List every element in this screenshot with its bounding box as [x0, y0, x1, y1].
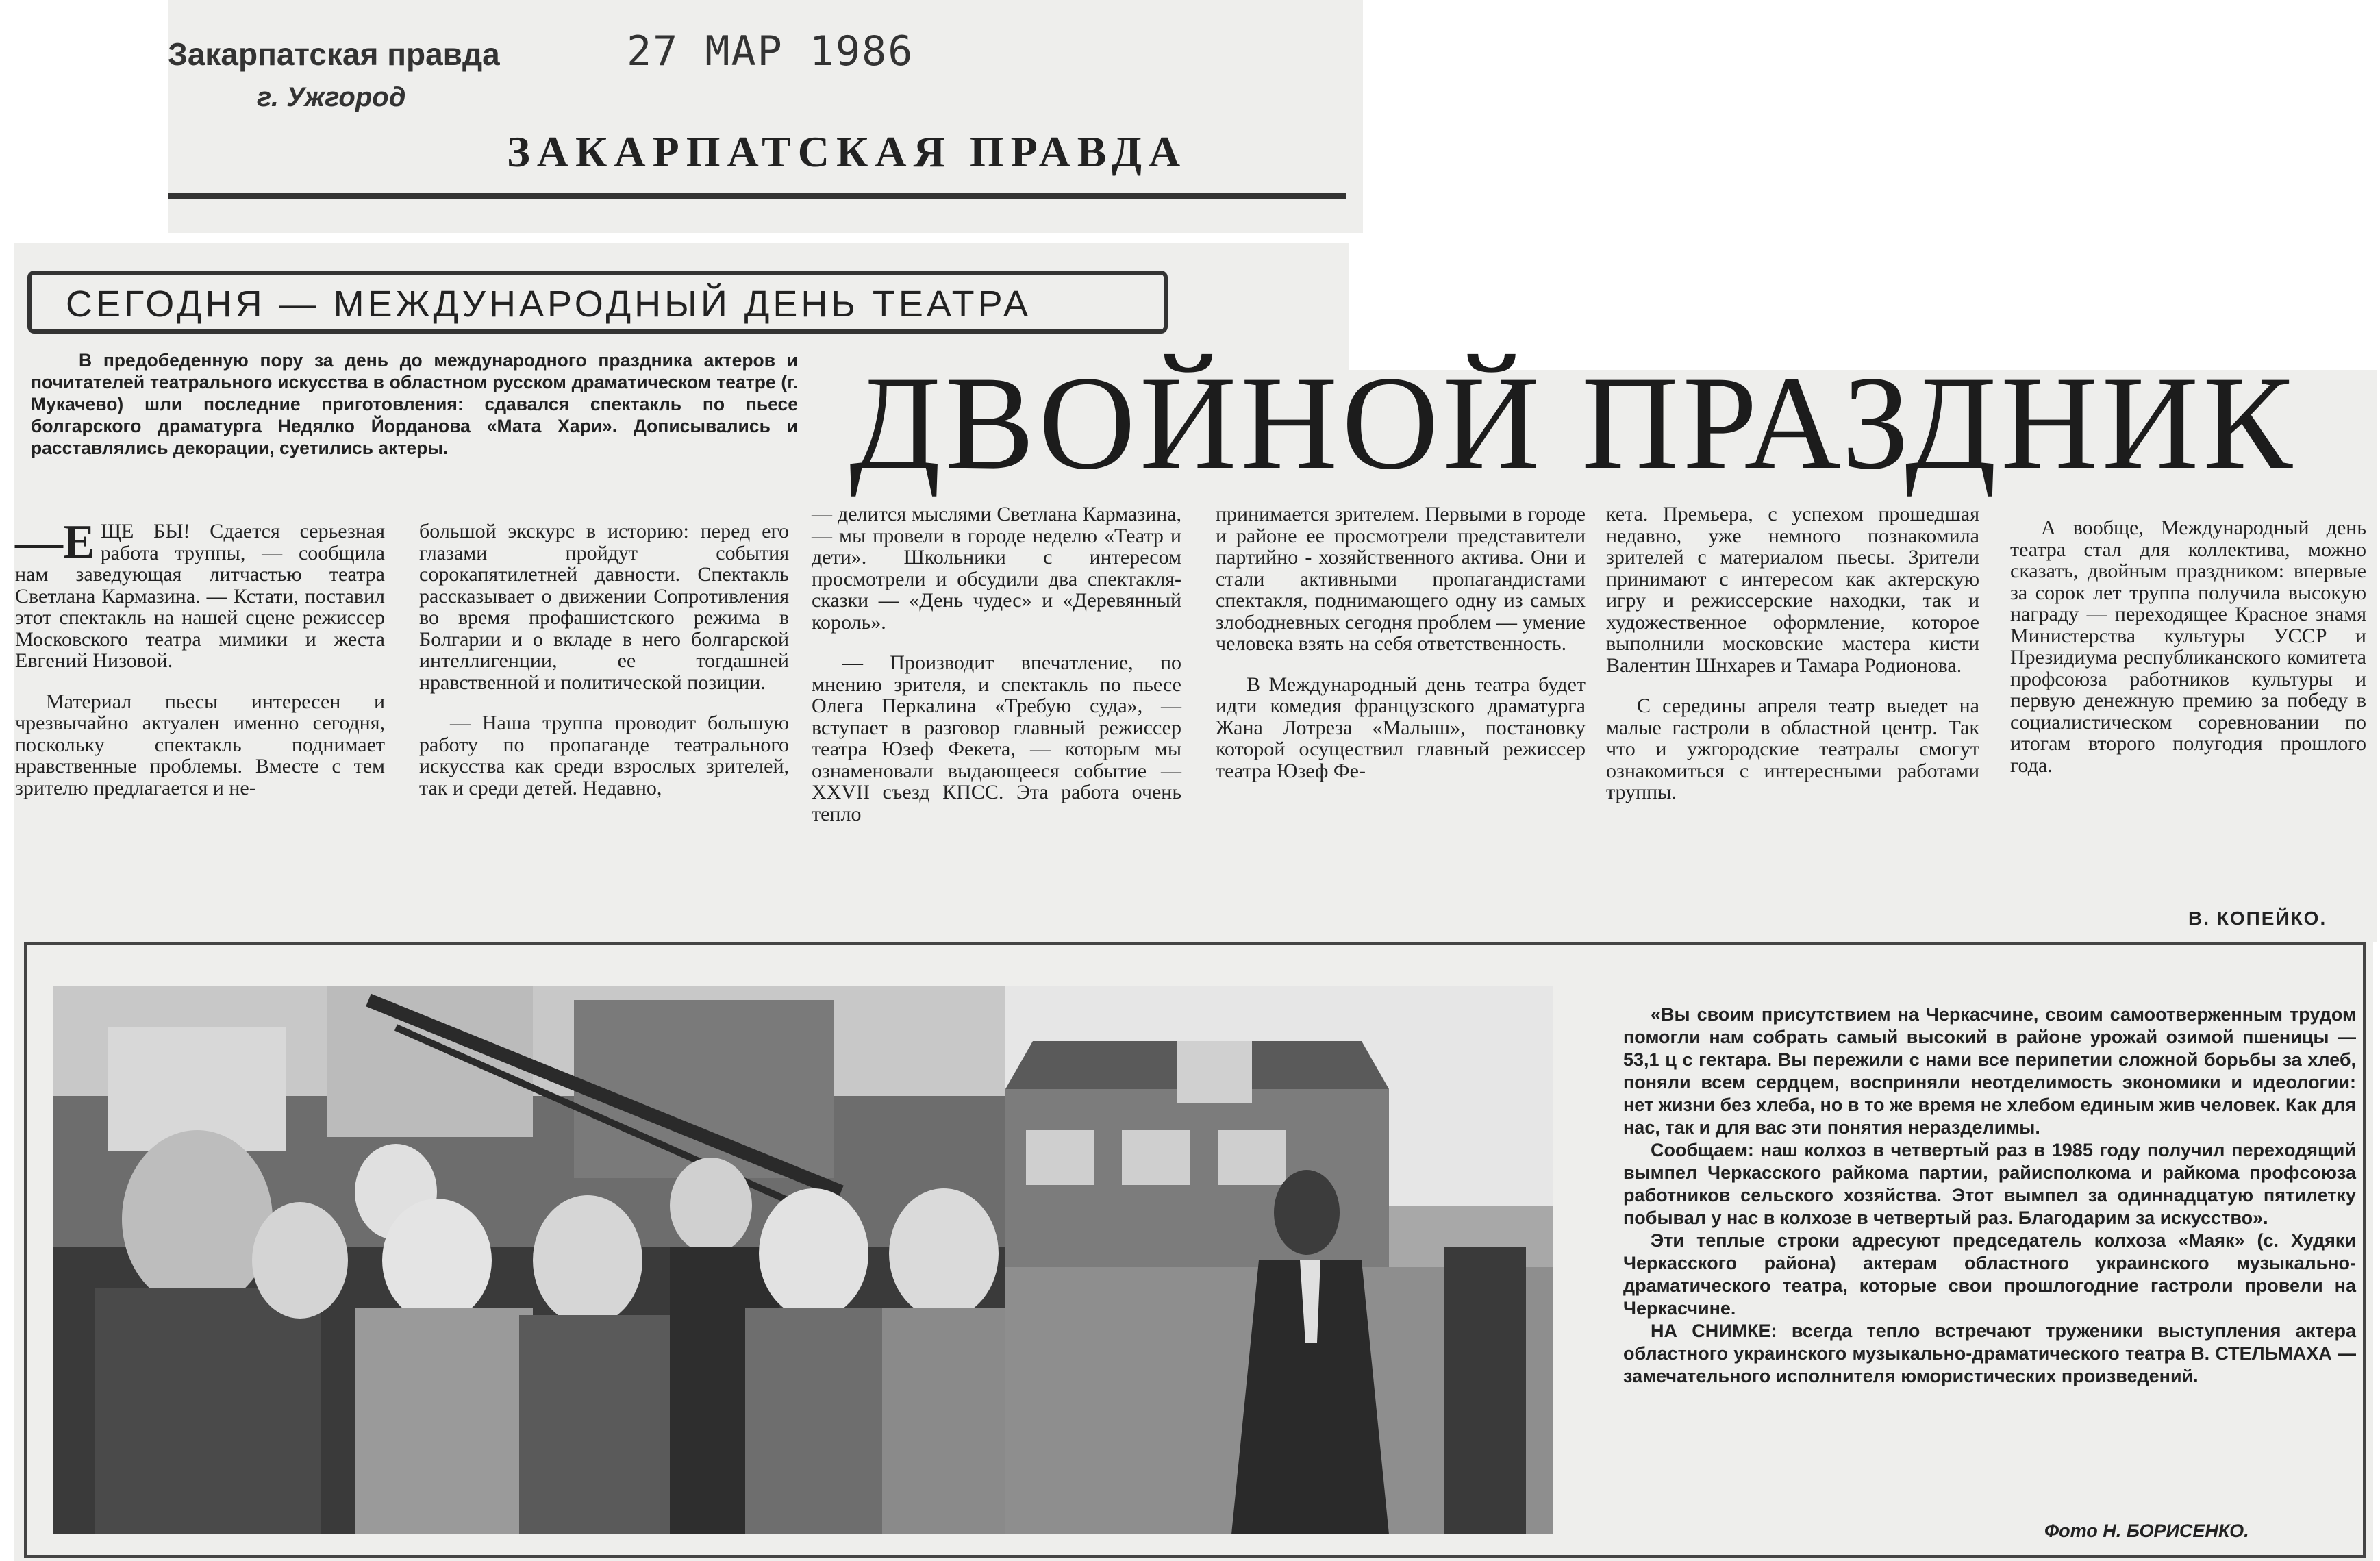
column-1-paragraph-2: Материал пьесы интересен и чрезвычайно актуален именно сегодня, поскольку спектакль поднимает нравственные проблемы. Вместе с тем зрителю предлагается и не-	[15, 690, 385, 799]
column-4-paragraph-1: принимается зрителем. Первыми в городе и районе ее просмотрели представители партийно - хозяйственного актива. Они и стали активными пропагандистами спектакля, поднимающего одну из самых злободневных сегодня проблем — умение человека взять на себя ответственность.	[1216, 503, 1586, 655]
column-2-paragraph-2: — Наша труппа проводит большую работу по пропаганде театрального искусства как среди взрослых зрителей, так и среди детей. Недавно,	[419, 712, 789, 799]
drop-cap: —Е	[15, 516, 95, 569]
column-3-paragraph-2: — Производит впечатление, по мнению зрителя, и спектакль по пьесе Олега Перкалина «Требую суда», — вступает в разговор главный режиссер театра Юзеф Фекета, — которым мы ознаменовали выдающееся событие — XXVII съезд КПСС. Эта работа очень тепло	[812, 651, 1181, 825]
column-6-paragraph-1: А вообще, Международный день театра стал для коллектива, можно сказать, двойным праздником: впервые за сорок лет труппа получила высокую награду — переходящее Красное знамя Министерства культуры УССР и Президиума республиканского комитета профсоюза работников культуры и первую денежную премию за победу в социалистическом соревновании по итогам второго полугодия прошлого года.	[2010, 516, 2366, 777]
article-headline: ДВОЙНОЙ ПРАЗДНИК	[849, 349, 2297, 497]
column-2-paragraph-1: большой экскурс в историю: перед его глазами пройдут события сорокапятилетней давности. Спектакль рассказывает о движении Сопротивления во время профашистского режима в Болгарии и о вкладе в него болгарской интеллигенции, ее тогдашней нравственной и политической позиции.	[419, 520, 789, 694]
author-signature: В. КОПЕЙКО.	[2188, 908, 2327, 929]
rubric-box	[27, 271, 1168, 334]
city-stamp: г. Ужгород	[257, 82, 406, 112]
caption-paragraph-4: НА СНИМКЕ: всегда тепло встречают труженики выступления актера областного украинского музыкально-драматического театра В. СТЕЛЬМАХА — замечательного исполнителя юмористических произведений.	[1623, 1321, 2356, 1386]
article-column-4	[1216, 503, 1586, 782]
article-column-3	[812, 503, 1181, 825]
article-column-1	[15, 516, 385, 799]
article-lead: В предобеденную пору за день до международного праздника актеров и почитателей театрального искусства в областном русском драматическом театре (г. Мукачево) шли последние приготовления: сдавался спектакль по пьесе болгарского драматурга Недялко Йорданова «Мата Хари». Дописывались и расставлялись декорации, суетились актеры.	[31, 350, 798, 458]
rubric-title: СЕГОДНЯ — МЕЖДУНАРОДНЫЙ ДЕНЬ ТЕАТРА	[66, 284, 1032, 325]
photo-right-actor	[1005, 986, 1553, 1534]
photo-left-crowd	[53, 986, 1005, 1534]
column-1-paragraph-1: ЩЕ БЫ! Сдается серьезная работа труппы, — сообщила нам заведующая литчастью театра Светлана Кармазина. — Кстати, поставил этот спектакль на нашей сцене режиссер Московского театра мимики и жеста Евгений Низовой.	[15, 520, 385, 672]
source-stamp: Закарпатская правда	[168, 36, 500, 72]
article-column-2	[419, 521, 789, 799]
article-column-5	[1606, 503, 1979, 803]
newspaper-masthead: ЗАКАРПАТСКАЯ ПРАВДА	[507, 127, 1188, 176]
column-3-paragraph-1: — делится мыслями Светлана Кармазина, — мы провели в городе неделю «Театр и дети». Школьники с интересом просмотрели и обсудили два спектакля-сказки — «День чудес» и «Деревянный король».	[812, 503, 1181, 634]
masthead-rule	[168, 193, 1346, 199]
column-5-paragraph-2: С середины апреля театр выедет на малые гастроли в областной центр. Так что и ужгородские театралы смогут ознакомиться с интересными работами труппы.	[1606, 695, 1979, 803]
article-column-6	[2010, 517, 2366, 776]
caption-paragraph-1: «Вы своим присутствием на Черкасчине, своим самоотверженным трудом помогли нам собрать самый высокий в районе урожай озимой пшеницы — 53,1 ц с гектара. Вы пережили с нами все перипетии сложной борьбы за хлеб, поняли всем сердцем, восприняли неотделимость экономики и идеологии: нет жизни без хлеба, но в то же время не хлебом единым жив человек. Как для нас, так и для вас эти понятия неразделимы.	[1623, 1004, 2356, 1138]
caption-paragraph-2: Сообщаем: наш колхоз в четвертый раз в 1985 году получил переходящий вымпел Черкасского райкома партии, райисполкома и райкома профсоюза работников сельского хозяйства. Этот вымпел за одиннадцатую пятилетку побывал у нас в колхозе в четвертый раз. Благодарим за искусство».	[1623, 1140, 2356, 1228]
column-5-paragraph-1: кета. Премьера, с успехом прошедшая недавно, уже немного познакомила зрителей с материалом пьесы. Зрители принимают с интересом как актерскую игру и режиссерские находки, так и художественное оформление, которое выполнили московские мастера кисти Валентин Шнхарев и Тамара Родионова.	[1606, 503, 1979, 677]
date-stamp: 27 МАР 1986	[627, 27, 914, 75]
photo-credit: Фото Н. БОРИСЕНКО.	[2044, 1521, 2249, 1541]
column-4-paragraph-2: В Международный день театра будет идти комедия французского драматурга Жана Лотреза «Малыш», постановку которой осуществил главный режиссер театра Юзеф Фе-	[1216, 673, 1586, 782]
caption-paragraph-3: Эти теплые строки адресуют председатель колхоза «Маяк» (с. Худяки Черкасского района) актерам областного украинского музыкально-драматического театра, которые свои прошлогодние гастроли провели на Черкасчине.	[1623, 1230, 2356, 1319]
photo-caption	[1623, 1003, 2356, 1388]
